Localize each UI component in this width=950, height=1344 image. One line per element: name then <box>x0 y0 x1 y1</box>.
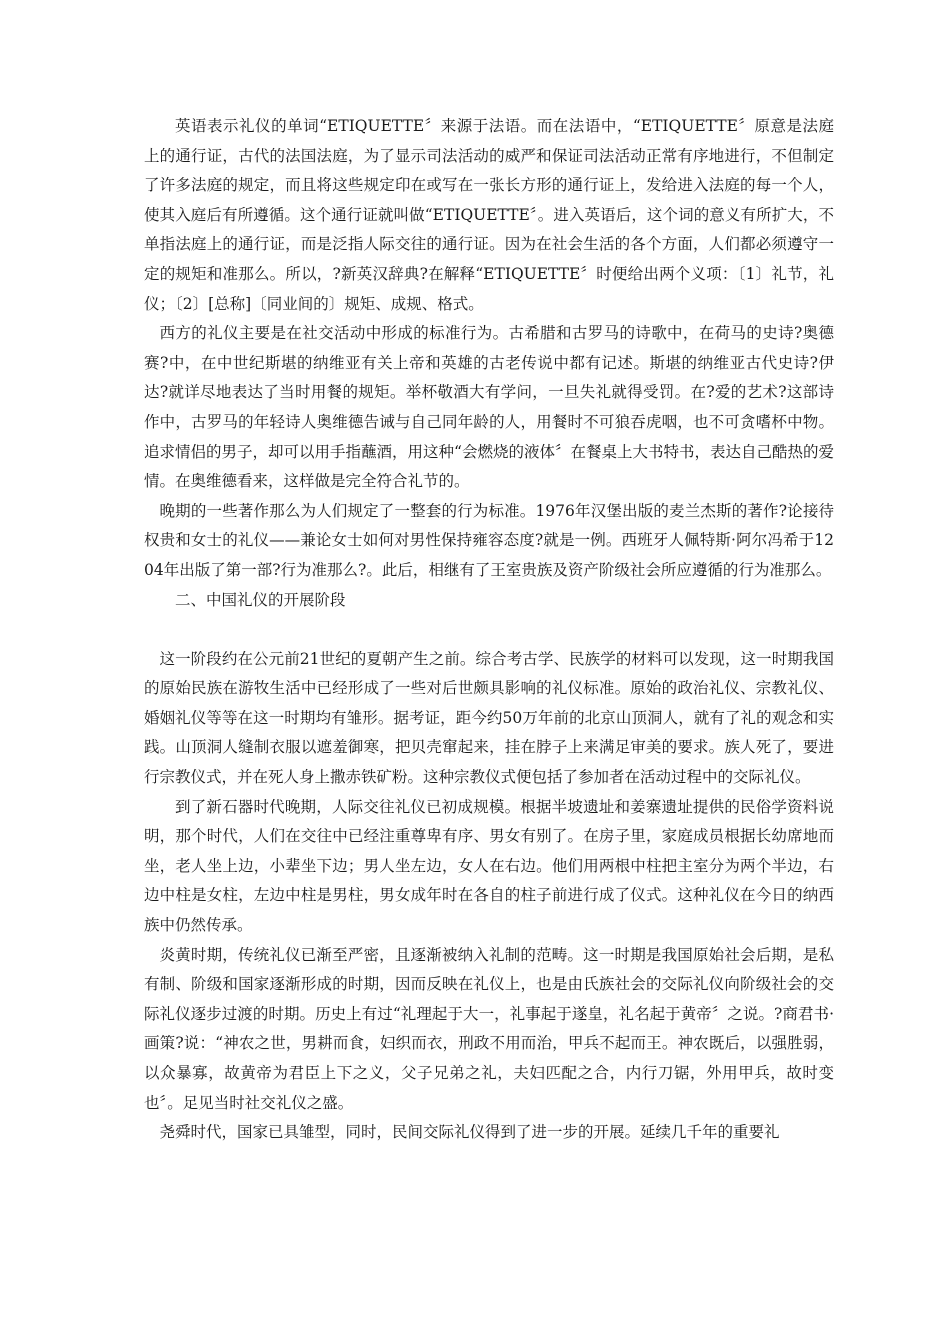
document-page <box>144 112 834 1148</box>
paragraph-yanhuang: 炎黄时期，传统礼仪已渐至严密，且逐渐被纳入礼制的范畴。这一时期是我国原始社会后期，是私有制、阶级和国家逐渐形成的时期，因而反映在礼仪上，也是由氏族社会的交际礼仪向阶级社会的交际礼仪逐步过渡的时期。历史上有过“礼理起于大一，礼事起于遂皇，礼名起于黄帝〞之说。?商君书·画策?说：“神农之世，男耕而食，妇织而衣，刑政不用而治，甲兵不起而王。神农既后，以强胜弱，以众暴寡，故黄帝为君臣上下之义，父子兄弟之礼，夫妇匹配之合，内行刀锯，外用甲兵，故时变也〞。足见当时社交礼仪之盛。 <box>144 945 834 1112</box>
paragraph-western-etiquette: 西方的礼仪主要是在社交活动中形成的标准行为。古希腊和古罗马的诗歌中，在荷马的史诗?奥德赛?中，在中世纪斯堪的纳维亚有关上帝和英雄的古老传说中都有记述。斯堪的纳维亚古代史诗?伊达?就详尽地表达了当时用餐的规矩。举杯敬酒大有学问，一旦失礼就得受罚。在?爱的艺术?这部诗作中，古罗马的年轻诗人奥维德告诫与自己同年龄的人，用餐时不可狼吞虎咽，也不可贪嗜杯中物。追求情侣的男子，却可以用手指蘸酒，用这种“会燃烧的液体〞在餐桌上大书特书，表达自己酷热的爱情。在奥维德看来，这样做是完全符合礼节的。 <box>144 324 834 491</box>
paragraph-neolithic: 到了新石器时代晚期，人际交往礼仪已初成规模。根据半坡遗址和姜寨遗址提供的民俗学资料说明，那个时代，人们在交往中已经注重尊卑有序、男女有别了。在房子里，家庭成员根据长幼席地而坐，老人坐上边，小辈坐下边；男人坐左边，女人在右边。他们用两根中柱把主室分为两个半边，右边中柱是女柱，左边中柱是男柱，男女成年时在各自的柱子前进行成了仪式。这种礼仪在今日的纳西族中仍然传承。 <box>144 797 834 935</box>
paragraph-etiquette-origin: 英语表示礼仪的单词“ETIQUETTE〞来源于法语。而在法语中，“ETIQUETTE〞原意是法庭上的通行证，古代的法国法庭，为了显示司法活动的威严和保证司法活动正常有序地进行，不但制定了许多法庭的规定，而且将这些规定印在或写在一张长方形的通行证上，发给进入法庭的每一个人，使其入庭后有所遵循。这个通行证就叫做“ETIQUETTE〞。进入英语后，这个词的意义有所扩大，不单指法庭上的通行证，而是泛指人际交往的通行证。因为在社会生活的各个方面，人们都必须遵守一定的规矩和准那么。所以，?新英汉辞典?在解释“ETIQUETTE〞时便给出两个义项：〔1〕礼节，礼仪；〔2〕[总称]〔同业间的〕规矩、成规、格式。 <box>144 117 834 313</box>
paragraph-yaoshun: 尧舜时代，国家已具雏型，同时，民间交际礼仪得到了进一步的开展。延续几千年的重要礼 <box>159 1123 780 1142</box>
paragraph-primitive-stage: 这一阶段约在公元前21世纪的夏朝产生之前。综合考古学、民族学的材料可以发现，这一时期我国的原始民族在游牧生活中已经形成了一些对后世颇具影响的礼仪标准。原始的政治礼仪、宗教礼仪、婚姻礼仪等等在这一时期均有雏形。据考证，距今约50万年前的北京山顶洞人，就有了礼的观念和实践。山顶洞人缝制衣服以遮羞御寒，把贝壳窜起来，挂在脖子上来满足审美的要求。族人死了，要进行宗教仪式，并在死人身上撒赤铁矿粉。这种宗教仪式便包括了参加者在活动过程中的交际礼仪。 <box>144 649 834 787</box>
section-heading: 二、中国礼仪的开展阶段 <box>175 590 346 609</box>
blank-line <box>144 615 834 645</box>
paragraph-late-works: 晚期的一些著作那么为人们规定了一整套的行为标准。1976年汉堡出版的麦兰杰斯的著作?论接待权贵和女士的礼仪——兼论女士如何对男性保持雍容态度?就是一例。西班牙人佩特斯·阿尔冯希于1204年出版了第一部?行为准那么?。此后，相继有了王室贵族及资产阶级社会所应遵循的行为准那么。 <box>144 501 834 579</box>
